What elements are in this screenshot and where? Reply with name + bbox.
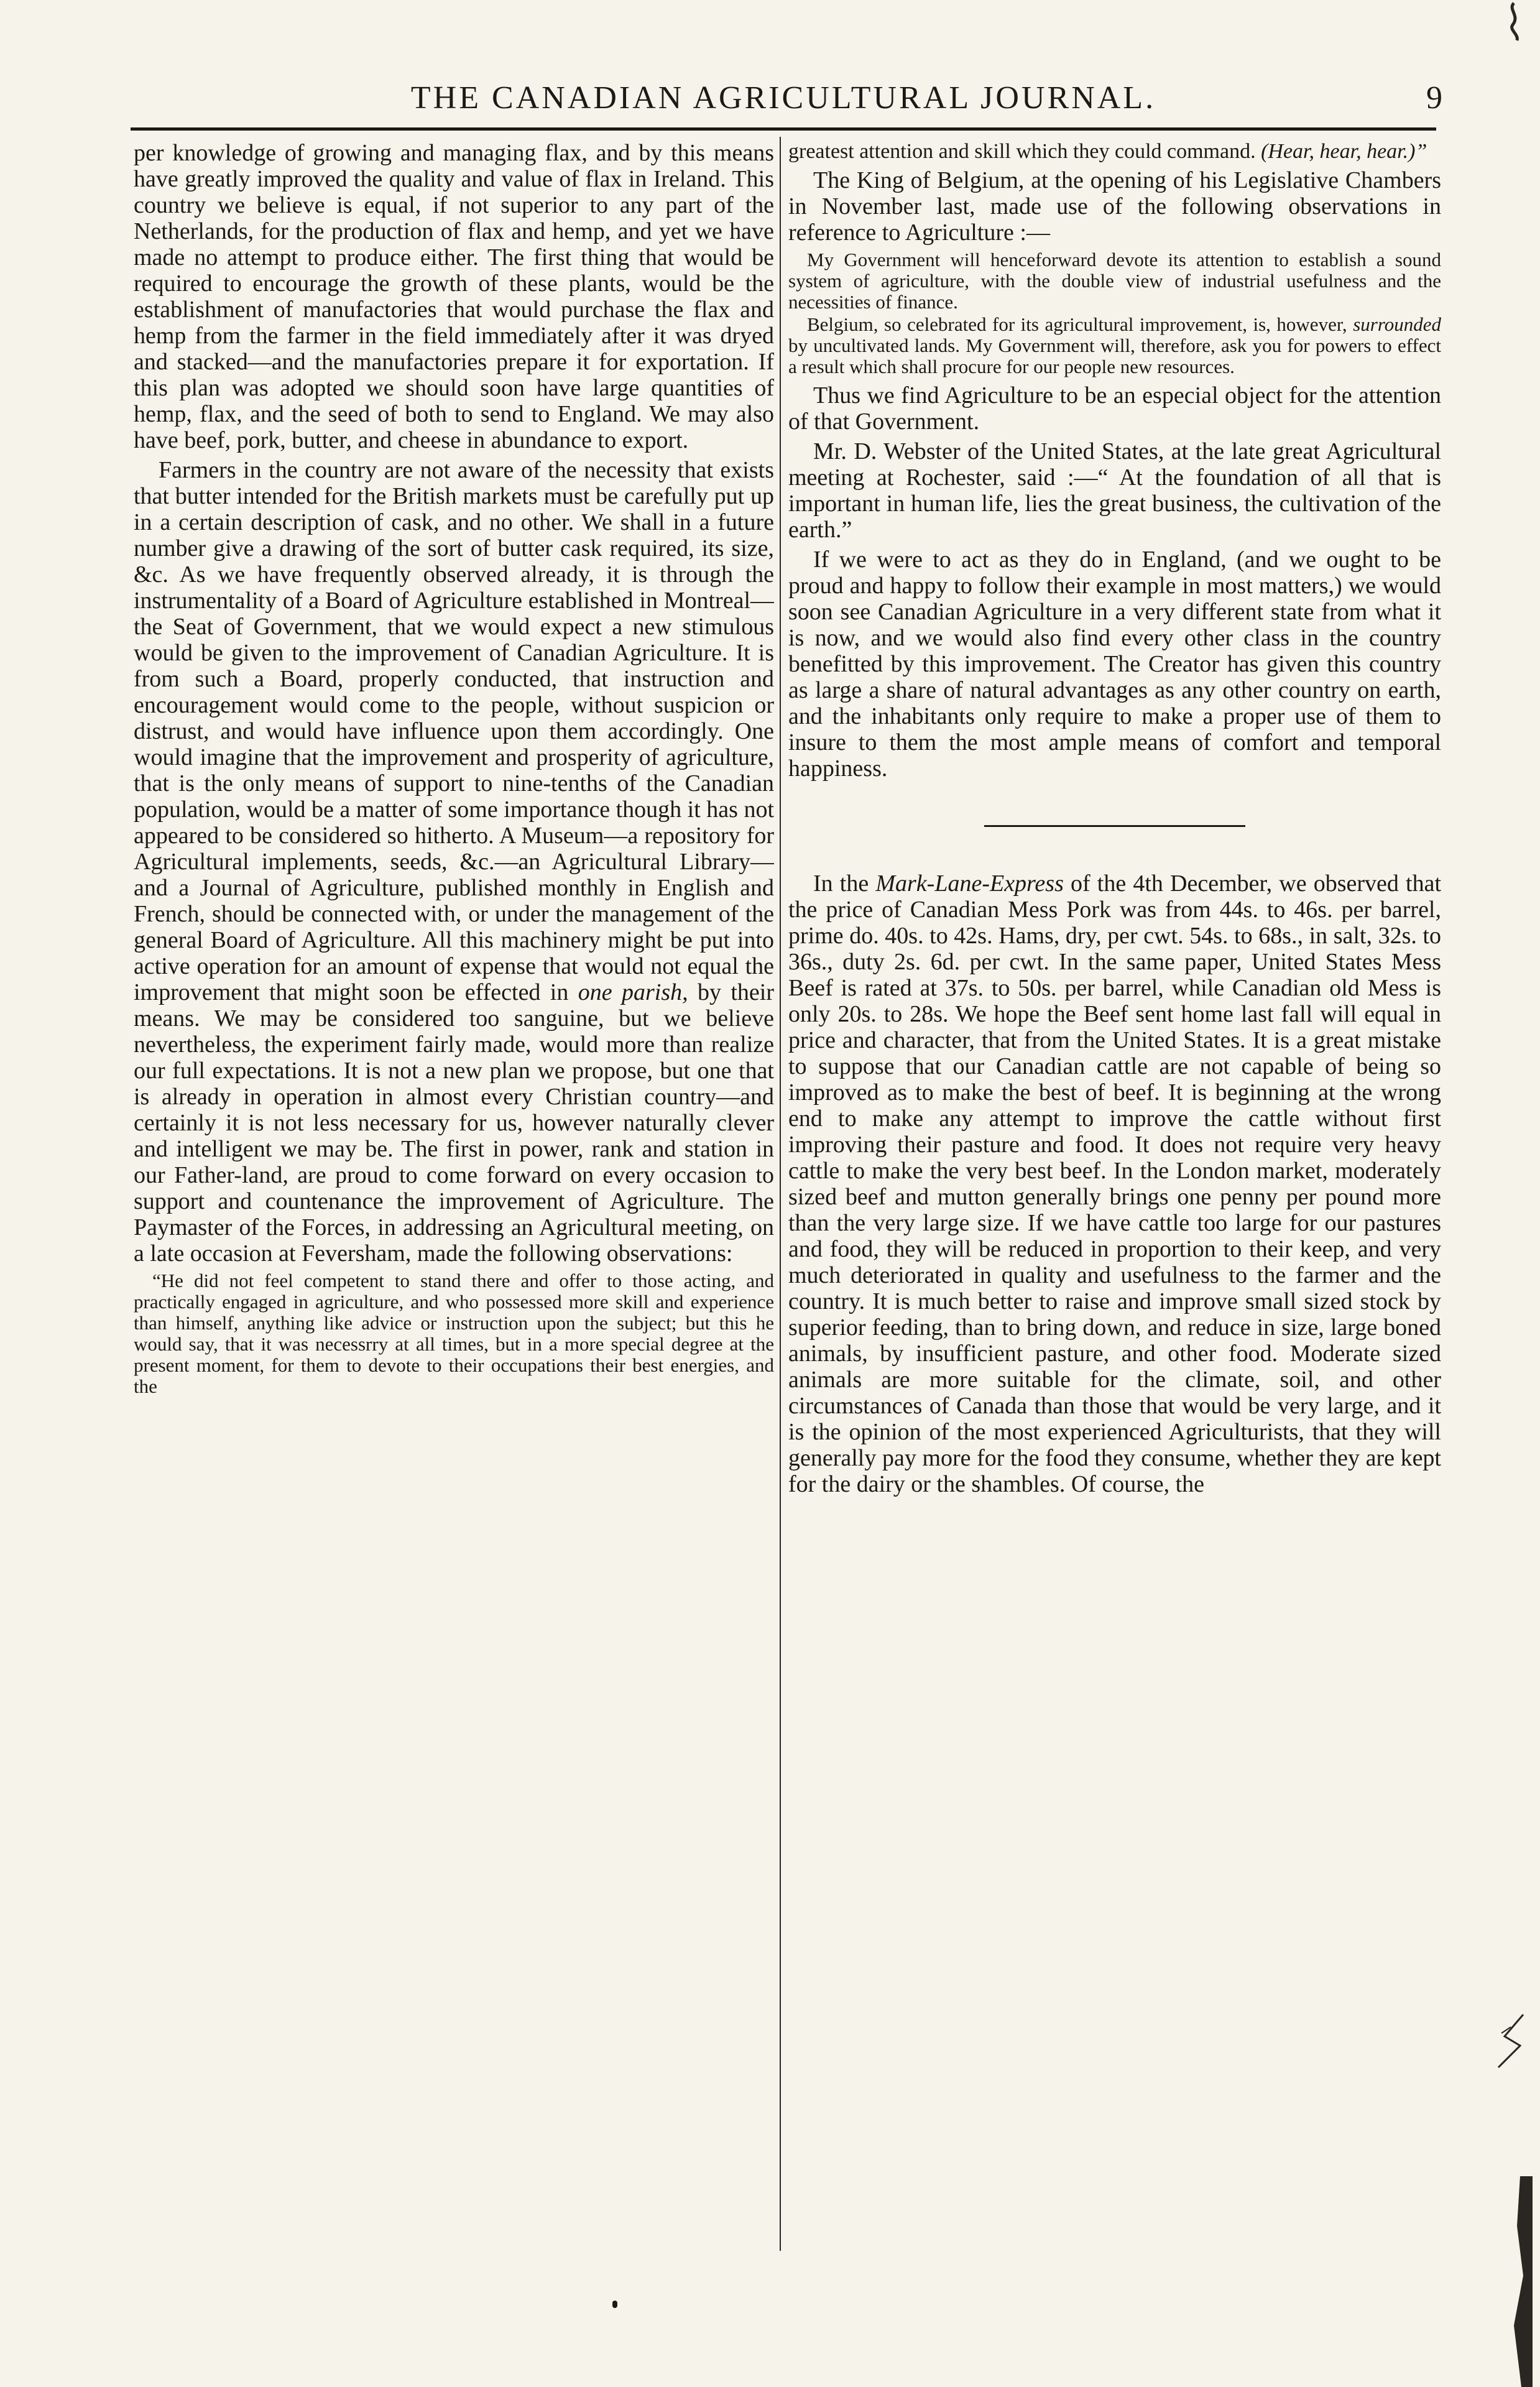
left-quote-text: “He did not feel competent to stand there and offer to those acting, and practically engaged in agriculture, and who possessed more skill and experience than himself, anything like advice or instruction upon the subject; but this he would say, that it was necessrry at all times, but in a more special degree at the present moment, for them to devote to their occupations their best energies, and the bbox=[134, 1270, 774, 1397]
footer-dot bbox=[612, 2301, 617, 2308]
belgium-quote-p2-italic: surrounded bbox=[1353, 313, 1441, 335]
right-quote-cont-text: greatest attention and skill which they could command. bbox=[788, 140, 1256, 163]
right-paragraph-3: Mr. D. Webster of the United States, at the late great Agricultural meeting at Rochester, said :—“ At the foundation of all that is important in human life, lies the great business, the cultivation of the earth.” bbox=[788, 438, 1441, 543]
left-paragraph-2-text: Farmers in the country are not aware of the necessity that exists that butter intended for the British markets must be carefully put up in a certain description of cask, and no other. We shall in a future number give a drawing of the sort of butter cask required, its size, &c. As we have frequently observed already, it is through the instrumentality of a Board of Agriculture established in Montreal—the Seat of Government, that we would expect a new stimulous would be given to the improvement of Canadian Agriculture. It is from such a Board, properly conducted, that instruction and encouragement would come to the people, without suspicion or distrust, and would have influence upon them accordingly. One would imagine that the improvement and prosperity of agriculture, that is the only means of support to nine-tenths of the Canadian population, would be a matter of some importance though it has not appeared to be considered so hitherto. A Museum—a repository for Agricultural implements, seeds, &c.—an Agricultural Library—and a Journal of Agriculture, published monthly in English and French, should be connected with, or under the management of the general Board of Agriculture. All this machinery might be put into active operation for an amount of expense that would not equal the improvement that might soon be effected in bbox=[134, 457, 774, 1005]
left-paragraph-1: per knowledge of growing and managing flax, and by this means have greatly improved the quality and value of flax in Ireland. This country we believe is equal, if not superior to any part of the Netherlands, for the production of flax and hemp, and yet we have made no attempt to produce either. The first thing that would be required to encourage the growth of these plants, would be the establishment of manufactories that would purchase the flax and hemp from the farmer in the field immediately after it was dryed and stacked—and the manufactories prepare it for exportation. If this plan was adopted we should soon have large quantities of hemp, flax, and the seed of both to send to England. We may also have beef, pork, butter, and cheese in abundance to export. bbox=[134, 140, 774, 453]
right-paragraph-1: The King of Belgium, at the opening of his Legislative Chambers in November last, made use of the following observations in reference to Agriculture :— bbox=[788, 167, 1441, 246]
scan-edge-shadow bbox=[1495, 2176, 1533, 2387]
right-paragraph-5 bbox=[788, 870, 1441, 1497]
page-header bbox=[124, 73, 1442, 129]
left-quote bbox=[134, 1270, 774, 1397]
section-separator bbox=[984, 825, 1245, 827]
belgium-quote bbox=[788, 249, 1441, 377]
column-divider bbox=[780, 137, 781, 2251]
right-quote-cont-italic: (Hear, hear, hear.)” bbox=[1261, 140, 1427, 163]
scan-margin-mark bbox=[1492, 2008, 1529, 2083]
journal-title: THE CANADIAN AGRICULTURAL JOURNAL. bbox=[410, 80, 1156, 116]
belgium-quote-p2-start: Belgium, so celebrated for its agricultural improvement, is, however, bbox=[807, 313, 1347, 335]
mark-lane-express-title: Mark-Lane-Express bbox=[875, 870, 1064, 897]
belgium-quote-p2 bbox=[788, 314, 1441, 377]
right-quote-continuation bbox=[788, 140, 1441, 164]
header-rule bbox=[131, 127, 1436, 131]
right-paragraph-5-end: of the 4th December, we observed that the price of Canadian Mess Pork was from 44s. to 46s. per barrel, prime do. 40s. to 42s. Hams, dry, per cwt. 54s. to 68s., in salt, 32s. to 36s., duty 2s. 6d. per cwt. In the same paper, United States Mess Beef is rated at 37s. to 50s. per barrel, while Canadian old Mess is only 20s. to 28s. We hope the Beef sent home last fall will equal in price and character, that from the United States. It is a great mistake to suppose that our Canadian cattle are not capable of being so improved as to make the best of beef. It is beginning at the wrong end to make any attempt to improve the cattle without first improving their pasture and food. It does not require very heavy cattle to make the very best beef. In the London market, moderately sized beef and mutton generally brings one penny per pound more than the very large size. If we have cattle too large for our pastures and food, they will be reduced in proportion to their keep, and very much deteriorated in quality and usefulness to the farmer and the country. It is much better to raise and improve small sized stock by superior feeding, than to bring down, and reduce in size, large boned animals, by insufficient pasture, and other food. Moderate sized animals are more suitable for the climate, soil, and other circumstances of Canada than those that would be very large, and it is the opinion of the most experienced Agriculturists, that they will generally pay more for the food they consume, whether they are kept for the dairy or the shambles. Of course, the bbox=[788, 870, 1441, 1497]
belgium-quote-p2-end: by uncultivated lands. My Government will, therefore, ask you for powers to effect a result which shall procure for our people new resources. bbox=[788, 335, 1441, 377]
left-paragraph-2-italic: one parish, bbox=[578, 979, 688, 1005]
left-column bbox=[134, 140, 774, 2248]
page-number: 9 bbox=[1426, 80, 1442, 116]
belgium-quote-p1: My Government will henceforward devote its attention to establish a sound system of agriculture, with the double view of industrial usefulness and the necessities of finance. bbox=[788, 249, 1441, 313]
right-paragraph-5-start: In the bbox=[813, 870, 869, 897]
right-paragraph-2: Thus we find Agriculture to be an especial object for the attention of that Government. bbox=[788, 382, 1441, 435]
left-paragraph-2-end: by their means. We may be considered too sanguine, but we believe nevertheless, the experiment fairly made, would more than realize our full expectations. It is not a new plan we propose, but one that is already in operation in almost every Christian country—and certainly it is not less necessary for us, however naturally clever and intelligent we may be. The first in power, rank and station in our Father-land, are proud to come forward on every occasion to support and countenance the improvement of Agriculture. The Paymaster of the Forces, in addressing an Agricultural meeting, on a late occasion at Feversham, made the following observations: bbox=[134, 979, 774, 1267]
scan-corner-mark bbox=[1495, 0, 1533, 44]
right-column bbox=[788, 140, 1441, 2248]
right-paragraph-4: If we were to act as they do in England, (and we ought to be proud and happy to follow their example in most matters,) we would soon see Canadian Agriculture in a very different state from what it is now, and we would also find every other class in the country benefitted by this improvement. The Creator has given this country as large a share of natural advantages as any other country on earth, and the inhabitants only require to make a proper use of them to insure to them the most ample means of comfort and temporal happiness. bbox=[788, 547, 1441, 782]
left-paragraph-2 bbox=[134, 457, 774, 1267]
